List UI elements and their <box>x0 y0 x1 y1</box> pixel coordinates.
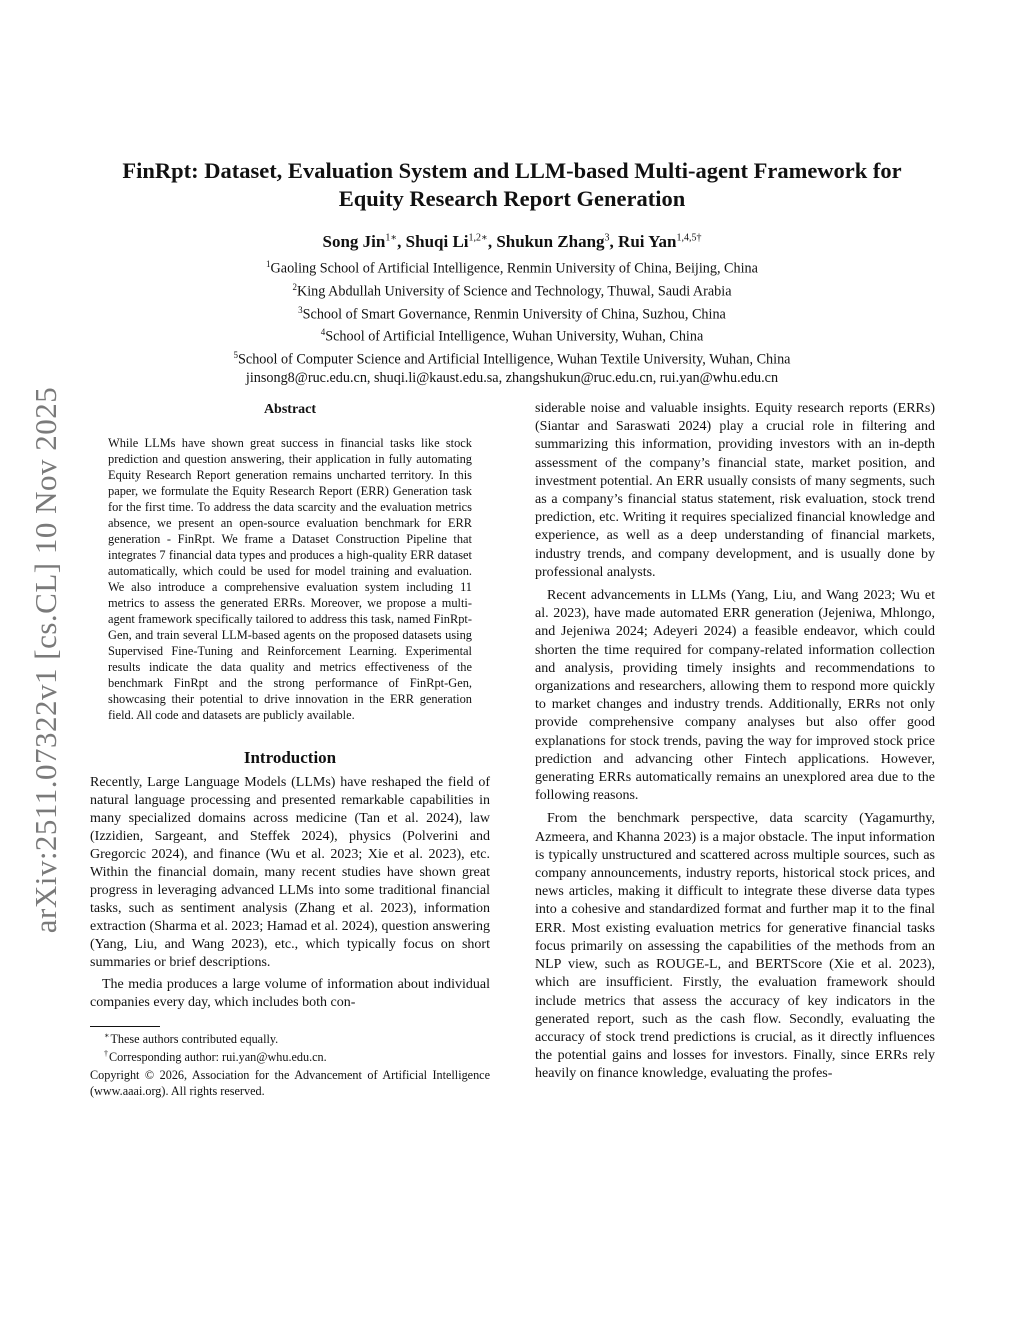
footnote-divider <box>90 1026 160 1027</box>
body-paragraph: siderable noise and valuable insights. Equity research reports (ERRs) (Siantar and Saraswati 2024) play a crucial role in filtering and summarizing this information, providing investors with an in-depth assessment of the company’s financial state, market position, and investment potential. An ERR usually consists of many segments, such as a company’s financial status statement, risk evaluation, stock trend prediction, etc. Writing it requires specialized financial knowledge and experience, as well as a deep understanding of financial markets, industry trends, and company development, and is usually done by professional analysts. <box>535 401 935 580</box>
introduction-heading: Introduction <box>243 748 337 767</box>
email-list: jinsong8@ruc.edu.cn, shuqi.li@kaust.edu.sa, zhangshukun@ruc.edu.cn, rui.yan@whu.edu.cn <box>245 370 779 387</box>
body-paragraph: From the benchmark perspective, data scarcity (Yagamurthy, Azmeera, and Khanna 2023) is a major obstacle. The input information is typically unstructured and scattered across multiple sources, such as company announcements, industry reports, historical stock prices, and news articles, making it difficult to integrate these diverse data types into a cohesive and standardized format and further map it to the final ERR. Most existing evaluation metrics for generative financial tasks focus primarily on assessing the capabilities of the methods from an NLP view, such as ROUGE-L, and BERTScore (Xie et al. 2023), which are insufficient. Firstly, the evaluation framework should include metrics that assess the accuracy of key indicators in the generated report, such as the cash flow. Secondly, evaluating the accuracy of stock trend predictions is crucial, as it directly influences the potential gains and losses for investors. Finally, since ERRs rely heavily on finance knowledge, evaluating the profes- <box>535 811 935 1082</box>
footnote-corresponding-author: †Corresponding author: rui.yan@whu.edu.cn. <box>104 1049 327 1064</box>
affiliation: $^1$Gaoling School of Artificial Intelligence, Renmin University of China, Beijing, China <box>266 258 758 277</box>
copyright-notice: Copyright © 2026, Association for the Advancement of Artificial Intelligence (www.aaai.org). All rights reserved. <box>90 1068 490 1098</box>
body-paragraph: Recent advancements in LLMs (Yang, Liu, and Wang 2023; Wu et al. 2023), have made automated ERR generation (Jejeniwa, Mhlongo, and Jejeniwa 2024; Adeyeri 2024) a feasible endeavor, which could shorten the time required for company-related information collection and analysis, providing timely insights and recommendations to organizations and researchers, allowing them to respond more quickly to market changes and industry trends. Additionally, ERRs not only provide comprehensive company analyses but also offer good explanations for stock trends, paving the way for improved stock price prediction and advancing other Fintech applications. However, generating ERRs automatically remains an unexplored area due to the following reasons. <box>535 588 935 804</box>
abstract-text: While LLMs have shown great success in financial tasks like stock prediction and question answering, their application in fully automating Equity Research Report generation remains uncharted territory. In this paper, we formulate the Equity Research Report (ERR) Generation task for the first time. To address the data scarcity and the evaluation metrics absence, we present an open-source evaluation benchmark for ERR generation - FinRpt. We frame a Dataset Construction Pipeline that integrates 7 financial data types and produces a high-quality ERR dataset automatically, which could be used for model training and evaluation. We also introduce a comprehensive evaluation system including 11 metrics to assess the generated ERRs. Moreover, we propose a multi-agent framework specifically tailored to address this task, named FinRpt-Gen, and train several LLM-based agents on the proposed datasets using Supervised Fine-Tuning and Reinforcement Learning. Experimental results indicate the data quality and metrics effectiveness of the benchmark FinRpt and the strong performance of FinRpt-Gen, showcasing their potential to drive innovation in the ERR generation field. All code and datasets are publicly available. <box>108 436 472 722</box>
title-line-1: FinRpt: Dataset, Evaluation System and LLM-based Multi-agent Framework for <box>122 158 902 183</box>
paper-header <box>90 157 934 388</box>
affiliation: $^5$School of Computer Science and Artificial Intelligence, Wuhan Textile University, Wuhan, China <box>233 350 791 369</box>
title-line-2: Equity Research Report Generation <box>338 186 686 211</box>
author: Song Jin$^{1∗}$, <box>322 231 406 251</box>
arxiv-identifier: arXiv:2511.07322v1 [cs.CL] 10 Nov 2025 <box>28 386 63 934</box>
affiliation: $^4$School of Artificial Intelligence, Wuhan University, Wuhan, China <box>320 327 704 346</box>
footnote-equal-contribution: ∗These authors contributed equally. <box>104 1031 279 1046</box>
affiliation: $^3$School of Smart Governance, Renmin University of China, Suzhou, China <box>298 304 726 323</box>
intro-paragraph: Recently, Large Language Models (LLMs) have reshaped the field of natural language processing and presented remarkable capabilities in many specialized domains across medicine (Tan et al. 2024), law (Izzidien, Sargeant, and Steffek 2024), physics (Polverini and Gregorcic 2024), and finance (Wu et al. 2023; Xie et al. 2023), etc. Within the financial domain, many recent studies have shown great progress in leveraging advanced LLMs into some traditional financial tasks, such as sentiment analysis (Zhang et al. 2023), information extraction (Sharma et al. 2023; Hamad et al. 2024), question answering (Yang, Liu, and Wang 2023), etc., which typically focus on short summaries or brief descriptions. <box>90 775 490 970</box>
abstract-section <box>90 402 490 723</box>
intro-paragraph: The media produces a large volume of information about individual companies every day, which includes both con- <box>90 977 490 1010</box>
author: Shukun Zhang$^3$, <box>496 231 619 251</box>
author-list <box>90 227 934 253</box>
paper-title <box>90 157 934 213</box>
author: Shuqi $Li^{1,2∗}$, <box>405 231 497 251</box>
affiliation-list <box>90 255 934 388</box>
affiliation: $^2$King Abdullah University of Science and Technology, Thuwal, Saudi Arabia <box>292 281 732 300</box>
author: Rui Yan$^{1,4,5\dagger}$ <box>618 231 702 251</box>
abstract-heading: Abstract <box>263 402 317 417</box>
left-column <box>90 400 490 1099</box>
right-column <box>535 400 935 1084</box>
